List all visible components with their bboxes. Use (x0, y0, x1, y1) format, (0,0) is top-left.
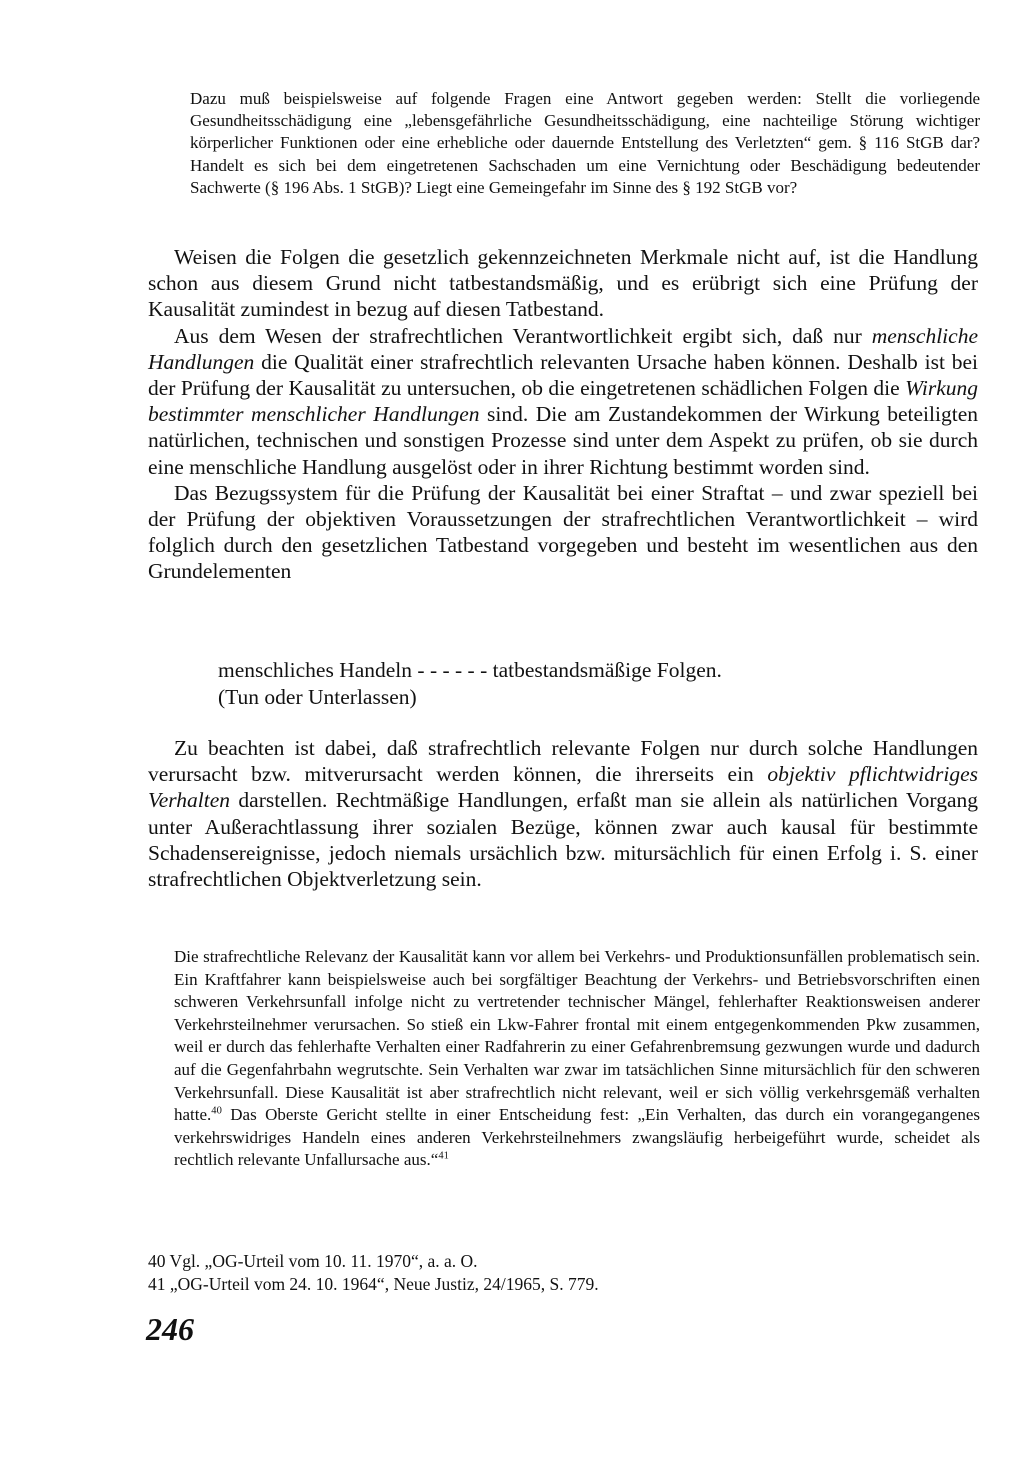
paragraph-2-text-a: Aus dem Wesen der strafrechtlichen Verantwortlichkeit ergibt sich, daß nur (174, 323, 872, 348)
footnotes (148, 1250, 978, 1296)
paragraph-2-emphasis-a: menschliche Handlungen (148, 323, 978, 374)
paragraph-2-emphasis-b: Wirkung bestimmter menschlicher Handlungen (148, 376, 978, 427)
footnote-40: 40 Vgl. „OG-Urteil vom 10. 11. 1970“, a. a. O. (148, 1251, 478, 1271)
quote-bottom-text-b: Das Oberste Gericht stellte in einer Entscheidung fest: „Ein Verhalten, das durch ein vorangegangenes verkehrswidriges Handeln eines anderen Verkehrsteilnehmers zwangsläufig herbeigeführt wurde, scheidet als rechtlich relevante Unfallursache aus.“ (174, 1105, 980, 1170)
quote-block-top: Dazu muß beispielsweise auf folgende Fragen eine Antwort gegeben werden: Stellt die vorliegende Gesundheitsschädigung eine „lebensgefährliche Gesundheitsschädigung, eine nachteilige Störung wichtiger körperlicher Funktionen oder eine erhebliche oder dauernde Entstellung des Verletzten“ gem. § 116 StGB dar? Handelt es sich bei dem eingetretenen Sachschaden um eine Vernichtung oder Beschädigung bedeutender Sachwerte (§ 196 Abs. 1 StGB)? Liegt eine Gemeingefahr im Sinne des § 192 StGB vor? (190, 89, 980, 197)
paragraph-4-emphasis: objektiv pflichtwidriges Verhalten (148, 762, 978, 813)
formula-block (218, 657, 918, 711)
paragraph-4-text-b: darstellen. Rechtmäßige Handlungen, erfaßt man sie allein als natürlichen Vorgang unter Außerachtlassung ihrer sozialen Bezüge, können zwar auch kausal für bestimmte Schadensereignisse, jedoch niemals ursächlich bzw. mitursächlich für einen Erfolg i. S. einer strafrechtlichen Objektverletzung sein. (148, 788, 978, 892)
main-text-part-2 (148, 735, 978, 892)
quote-bottom-text-a: Die strafrechtliche Relevanz der Kausalität kann vor allem bei Verkehrs- und Produktionsunfällen problematisch sein. Ein Kraftfahrer kann beispielsweise auch bei sorgfältiger Beachtung der Verkehrs- und Betriebsvorschriften einen schweren Verkehrsunfall infolge nicht zu vertretender technischer Mängel, fehlerhafter Reaktionsweisen anderer Verkehrsteilnehmer verursachen. So stieß ein Lkw-Fahrer frontal mit einem entgegenkommenden Pkw zusammen, weil er durch das fehlerhafte Verhalten einer Radfahrerin zu einer Gefahrenbremsung gezwungen wurde und dadurch auf die Gegenfahrbahn wegrutschte. Sein Verhalten war zwar im tatsächlichen Sinne mitursächlich für den schweren Verkehrsunfall. Diese Kausalität ist aber strafrechtlich nicht relevant, weil er sich völlig verkehrsgemäß verhalten hatte. (174, 947, 980, 1125)
quote-block-bottom (174, 946, 980, 1172)
paragraph-4 (148, 735, 978, 892)
paragraph-2 (148, 323, 978, 480)
paragraph-3: Das Bezugssystem für die Prüfung der Kausalität bei einer Straftat – und zwar speziell bei der Prüfung der objektiven Voraussetzungen der strafrechtlichen Verantwortlichkeit – wird folglich durch den gesetzlichen Tatbestand vorgegeben und besteht im wesentlichen aus den Grundelementen (148, 480, 978, 584)
paragraph-2-text-b: die Qualität einer strafrechtlich relevanten Ursache haben können. Deshalb ist bei der Prüfung der Kausalität zu untersuchen, ob die eingetretenen schädlichen Folgen die (148, 349, 978, 401)
footnote-ref-41: 41 (438, 1150, 449, 1162)
paragraph-2-text-c: sind. Die am Zustandekommen der Wirkung beteiligten natürlichen, technischen und sonstigen Prozesse sind unter dem Aspekt zu prüfen, ob sie durch eine menschliche Handlung ausgelöst oder in ihrer Richtung bestimmt worden sind. (148, 402, 978, 479)
footnote-41: 41 „OG-Urteil vom 24. 10. 1964“, Neue Justiz, 24/1965, S. 779. (148, 1274, 599, 1294)
page-number: 246 (146, 1311, 194, 1347)
footnote-ref-40: 40 (211, 1105, 222, 1117)
paragraph-4-text-a: Zu beachten ist dabei, daß strafrechtlich relevante Folgen nur durch solche Handlungen verursacht bzw. mitverursacht werden können, die ihrerseits ein (148, 736, 978, 787)
formula-line-2: (Tun oder Unterlassen) (218, 685, 417, 709)
formula-line-1: menschliches Handeln - - - - - - tatbestandsmäßige Folgen. (218, 658, 722, 682)
main-text-part-1 (148, 244, 978, 585)
paragraph-1: Weisen die Folgen die gesetzlich gekennzeichneten Merkmale nicht auf, ist die Handlung schon aus diesem Grund nicht tatbestandsmäßig, und es erübrigt sich eine Prüfung der Kausalität zumindest in bezug auf diesen Tatbestand. (148, 245, 978, 322)
